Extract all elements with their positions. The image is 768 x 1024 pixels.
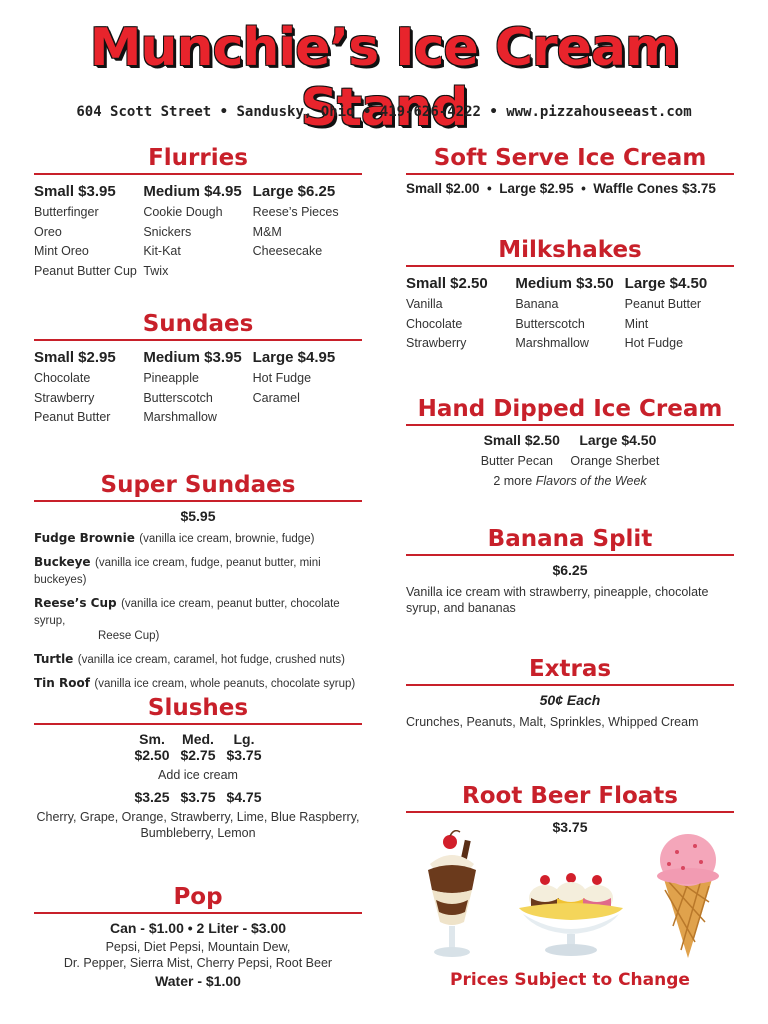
root-beer-divider (406, 811, 734, 813)
extras-price: 50¢ Each (539, 692, 601, 708)
banana-split-section (406, 524, 734, 616)
extras-list: Crunches, Peanuts, Malt, Sprinkles, Whipped Cream (406, 715, 699, 729)
soft-serve-section (406, 143, 734, 196)
sundaes-small-price: Small $2.95 (34, 349, 116, 366)
super-sundae-name: Reese’s Cup (34, 596, 117, 610)
super-sundae-desc: (vanilla ice cream, fudge, peanut butter, mini buckeyes) (34, 557, 321, 586)
hand-dipped-large: Large $4.50 (579, 432, 657, 448)
menu-item: Cheesecake (252, 244, 323, 258)
slush-add-price: $3.75 (180, 789, 216, 805)
menu-item: Caramel (252, 390, 300, 405)
milkshakes-small-price: Small $2.50 (406, 275, 488, 292)
menu-item: Chocolate (406, 316, 463, 331)
menu-item: Reese’s Pieces (252, 205, 339, 219)
menu-item: Vanilla (406, 297, 443, 311)
menu-item: Kit-Kat (143, 244, 181, 258)
slushes-add-prices (34, 789, 362, 805)
flurries-divider (34, 173, 362, 175)
menu-item: Mint (624, 316, 649, 331)
menu-item: Hot Fudge (252, 371, 312, 385)
slushes-size-labels (34, 731, 362, 747)
super-sundae-desc: (vanilla ice cream, caramel, hot fudge, crushed nuts) (77, 654, 345, 666)
sundaes-small-column (34, 347, 143, 428)
slush-add-price: $4.75 (226, 789, 262, 805)
milkshakes-small-column (406, 273, 515, 354)
flavors-of-week: Flavors of the Week (535, 474, 647, 488)
super-sundae-item (34, 530, 362, 547)
banana-split-price: $6.25 (552, 562, 588, 578)
menu-item: Pineapple (143, 371, 199, 385)
menu-item: Strawberry (406, 336, 467, 350)
menu-item: M&M (252, 224, 282, 239)
slushes-divider (34, 723, 362, 725)
sundaes-title: Sundaes (142, 311, 254, 337)
super-sundae-item (34, 595, 362, 644)
slush-price: $2.50 (134, 747, 170, 763)
menu-item: Marshmallow (515, 336, 589, 350)
soft-serve-title: Soft Serve Ice Cream (433, 145, 707, 171)
sundae-glass-icon (420, 830, 484, 962)
slush-add-price: $3.25 (134, 789, 170, 805)
milkshakes-large-price: Large $4.50 (624, 275, 708, 292)
milkshakes-medium-column (515, 273, 624, 354)
pop-title: Pop (173, 884, 223, 910)
milkshakes-large-column (625, 273, 734, 354)
banana-split-desc: Vanilla ice cream with strawberry, pineapple, chocolate (406, 585, 709, 599)
address-line: 604 Scott Street • Sandusky, Ohio • 419-626-4222 • www.pizzahouseeast.com (76, 104, 692, 120)
flurries-small-price: Small $3.95 (34, 183, 116, 200)
soft-serve-divider (406, 173, 734, 175)
slush-price: $2.75 (180, 747, 216, 763)
menu-item: Strawberry (34, 390, 95, 405)
menu-item: Banana (515, 297, 559, 311)
super-sundae-desc: (vanilla ice cream, whole peanuts, chocolate syrup) (94, 678, 356, 690)
pop-prices: Can - $1.00 • 2 Liter - $3.00 (109, 920, 287, 936)
water-price: Water - $1.00 (155, 973, 241, 989)
flurries-title: Flurries (148, 145, 248, 171)
sundaes-large-column (253, 347, 362, 428)
hand-dipped-divider (406, 424, 734, 426)
super-sundae-name: Tin Roof (34, 676, 90, 690)
soft-serve-prices: Small $2.00 • Large $2.95 • Waffle Cones $3.75 (406, 181, 716, 196)
menu-item: Marshmallow (143, 410, 217, 424)
milkshakes-medium-price: Medium $3.50 (515, 275, 614, 292)
extras-divider (406, 684, 734, 686)
root-beer-price: $3.75 (552, 819, 588, 835)
menu-item: Butter Pecan (480, 454, 553, 468)
pop-section (34, 882, 362, 989)
pop-list-cont: Dr. Pepper, Sierra Mist, Cherry Pepsi, Root Beer (63, 956, 333, 970)
milkshakes-divider (406, 265, 734, 267)
sundaes-divider (34, 339, 362, 341)
hand-dipped-small: Small $2.50 (483, 432, 560, 448)
slush-size: Sm. (139, 731, 165, 747)
slush-size: Lg. (233, 731, 255, 747)
super-sundae-name: Buckeye (34, 555, 91, 569)
extras-title: Extras (528, 656, 612, 682)
sundaes-large-price: Large $4.95 (252, 349, 336, 366)
banana-split-desc-cont: syrup, and bananas (406, 601, 516, 615)
flurries-medium-price: Medium $4.95 (143, 183, 242, 200)
super-sundaes-title: Super Sundaes (100, 472, 296, 498)
banana-split-divider (406, 554, 734, 556)
super-sundaes-section (34, 470, 362, 699)
flurries-large-column (253, 181, 362, 281)
banana-split-title: Banana Split (487, 526, 653, 552)
menu-item: Peanut Butter Cup (34, 263, 137, 278)
pop-list: Pepsi, Diet Pepsi, Mountain Dew, (105, 940, 291, 954)
menu-item: Peanut Butter (34, 410, 111, 424)
super-sundae-name: Turtle (34, 652, 74, 666)
slushes-flavors: Cherry, Grape, Orange, Strawberry, Lime, Blue Raspberry, (36, 810, 360, 824)
slushes-flavors-cont: Bumbleberry, Lemon (140, 826, 256, 840)
flurries-large-price: Large $6.25 (252, 183, 336, 200)
flurries-medium-column (143, 181, 252, 281)
menu-item: Chocolate (34, 371, 91, 385)
sundaes-section (34, 309, 362, 428)
slushes-prices (34, 747, 362, 763)
milkshakes-title: Milkshakes (498, 237, 642, 263)
super-sundae-item (34, 675, 362, 692)
slushes-section (34, 693, 362, 841)
pop-divider (34, 912, 362, 914)
hand-dipped-more (406, 473, 734, 489)
ice-cream-cone-icon (655, 830, 721, 960)
super-sundaes-divider (34, 500, 362, 502)
super-sundae-item (34, 651, 362, 668)
extras-section (406, 654, 734, 730)
super-sundae-desc-cont: Reese Cup) (98, 630, 160, 642)
menu-item: Cookie Dough (143, 205, 223, 219)
slushes-title: Slushes (147, 695, 249, 721)
page-title: Munchie’s Ice Cream Stand (89, 18, 679, 138)
menu-item: Snickers (143, 224, 192, 239)
slush-price: $3.75 (226, 747, 262, 763)
slushes-add-note: Add ice cream (158, 768, 238, 782)
flurries-section (34, 143, 362, 281)
menu-item: Hot Fudge (624, 336, 684, 350)
root-beer-section (406, 781, 734, 835)
hand-dipped-title: Hand Dipped Ice Cream (417, 396, 723, 422)
milkshakes-section (406, 235, 734, 354)
menu-item: Butterscotch (515, 316, 585, 331)
super-sundaes-price: $5.95 (180, 508, 216, 524)
hand-dipped-prices (406, 432, 734, 448)
menu-item: Peanut Butter (624, 297, 702, 311)
menu-item: Butterscotch (143, 390, 213, 405)
root-beer-title: Root Beer Floats (462, 783, 678, 809)
banana-split-icon (515, 868, 627, 960)
flurries-small-column (34, 181, 143, 281)
sundaes-medium-column (143, 347, 252, 428)
super-sundae-desc: (vanilla ice cream, brownie, fudge) (139, 533, 315, 545)
sundaes-medium-price: Medium $3.95 (143, 349, 242, 366)
slush-size: Med. (182, 731, 214, 747)
hand-dipped-flavors (406, 453, 734, 469)
super-sundae-desc: (vanilla ice cream, peanut butter, chocolate syrup, (34, 598, 340, 627)
menu-item: Butterfinger (34, 205, 99, 219)
menu-item: Oreo (34, 224, 62, 239)
super-sundae-name: Fudge Brownie (34, 531, 135, 545)
menu-item: Mint Oreo (34, 244, 89, 258)
menu-item: Twix (143, 263, 169, 278)
super-sundae-item (34, 554, 362, 588)
more-prefix: 2 more (493, 474, 533, 488)
prices-note: Prices Subject to Change (450, 970, 690, 990)
menu-item: Orange Sherbet (570, 454, 660, 468)
hand-dipped-section (406, 394, 734, 489)
